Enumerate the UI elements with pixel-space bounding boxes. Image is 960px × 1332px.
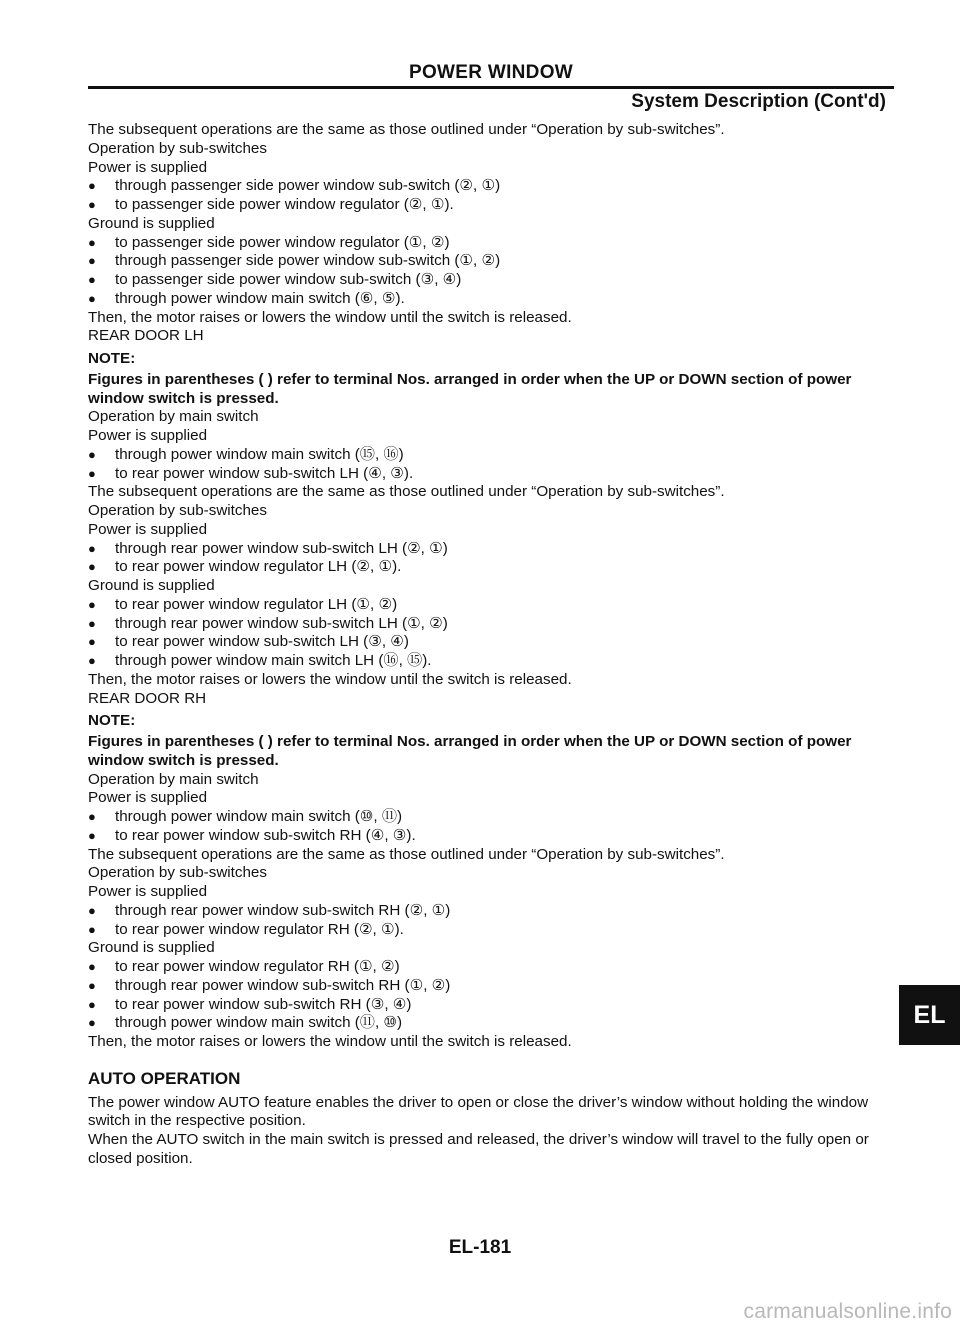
bullet-item bbox=[88, 977, 898, 996]
text-line: Power is supplied bbox=[88, 427, 208, 444]
bullet-text: to rear power window sub-switch RH (③, ④) bbox=[115, 995, 412, 1013]
bullet-item bbox=[88, 596, 898, 615]
text-line: REAR DOOR RH bbox=[88, 689, 207, 707]
bullet-icon: ● bbox=[88, 540, 96, 556]
bullet-icon: ● bbox=[88, 596, 96, 612]
section-tab-el: EL bbox=[899, 985, 960, 1045]
bullet-icon: ● bbox=[88, 977, 96, 993]
bullet-text: to rear power window sub-switch RH (④, ③). bbox=[115, 826, 416, 844]
bullet-icon: ● bbox=[88, 465, 96, 481]
bullet-item bbox=[88, 902, 898, 921]
page-header bbox=[88, 62, 894, 113]
bullet-icon: ● bbox=[88, 234, 96, 250]
bullet-icon: ● bbox=[88, 827, 96, 843]
bullet-item bbox=[88, 958, 898, 977]
bullet-item bbox=[88, 446, 898, 465]
bullet-icon: ● bbox=[88, 253, 96, 269]
bullet-text: through power window main switch (⑮, ⑯) bbox=[115, 445, 404, 463]
bullet-text: through rear power window sub-switch LH (②, ①) bbox=[115, 539, 448, 557]
bullet-item bbox=[88, 234, 898, 253]
bullet-text: through power window main switch (⑥, ⑤). bbox=[115, 289, 405, 307]
bullet-item bbox=[88, 808, 898, 827]
text-line: Then, the motor raises or lowers the window until the switch is released. bbox=[88, 308, 572, 326]
bullet-item bbox=[88, 615, 898, 634]
bullet-item bbox=[88, 465, 898, 484]
text-line: Operation by sub-switches bbox=[88, 502, 267, 519]
text-line: The subsequent operations are the same as those outlined under “Operation by sub-switches”. bbox=[88, 121, 725, 138]
bullet-item bbox=[88, 196, 898, 215]
note-heading: NOTE: bbox=[88, 712, 136, 730]
bullet-text: through rear power window sub-switch RH (②, ①) bbox=[115, 901, 451, 919]
bullet-item bbox=[88, 633, 898, 652]
text-line: Ground is supplied bbox=[88, 577, 215, 594]
page-subtitle: System Description (Cont'd) bbox=[631, 91, 886, 112]
note-heading: NOTE: bbox=[88, 350, 136, 367]
bullet-item bbox=[88, 271, 898, 290]
bullet-item bbox=[88, 1014, 898, 1033]
text-line: Then, the motor raises or lowers the window until the switch is released. bbox=[88, 670, 572, 688]
bullet-icon: ● bbox=[88, 653, 96, 668]
header-rule bbox=[88, 86, 894, 89]
bullet-item bbox=[88, 921, 898, 940]
text-line: Operation by main switch bbox=[88, 770, 259, 788]
bullet-icon: ● bbox=[88, 634, 96, 650]
text-line: Operation by main switch bbox=[88, 408, 259, 426]
text-line: Ground is supplied bbox=[88, 214, 215, 232]
bullet-text: through power window main switch LH (⑯, ⑮). bbox=[115, 652, 432, 669]
page-number: EL-181 bbox=[448, 1237, 512, 1258]
text-line: Power is supplied bbox=[88, 789, 208, 807]
text-line: Then, the motor raises or lowers the window until the switch is released. bbox=[88, 1033, 572, 1050]
bullet-icon: ● bbox=[88, 959, 96, 974]
bullet-text: through power window main switch (⑪, ⑩) bbox=[115, 1014, 403, 1032]
text-line: Power is supplied bbox=[88, 158, 208, 176]
bullet-text: to passenger side power window sub-switch (③, ④) bbox=[115, 271, 462, 288]
bullet-item bbox=[88, 252, 898, 271]
text-line: The subsequent operations are the same as those outlined under “Operation by sub-switches”. bbox=[88, 483, 725, 501]
document-body bbox=[88, 121, 898, 1169]
auto-operation-paragraph-2: When the AUTO switch in the main switch is pressed and released, the driver’s window will travel to the fully open or closed position. bbox=[88, 1131, 869, 1167]
bullet-text: to rear power window regulator LH (①, ②) bbox=[115, 595, 398, 613]
bullet-icon: ● bbox=[88, 290, 96, 306]
bullet-item bbox=[88, 652, 898, 671]
bullet-icon: ● bbox=[88, 559, 96, 575]
bullet-text: through passenger side power window sub-switch (①, ②) bbox=[115, 252, 501, 270]
bullet-icon: ● bbox=[88, 902, 96, 918]
bullet-text: to passenger side power window regulator (①, ②) bbox=[115, 233, 450, 251]
bullet-text: to passenger side power window regulator (②, ①). bbox=[115, 196, 454, 213]
text-line: The subsequent operations are the same as those outlined under “Operation by sub-switches”. bbox=[88, 845, 725, 863]
bullet-text: to rear power window regulator LH (②, ①). bbox=[115, 558, 402, 576]
text-line: Operation by sub-switches bbox=[88, 864, 267, 882]
bullet-text: through rear power window sub-switch LH (①, ②) bbox=[115, 614, 448, 632]
bullet-icon: ● bbox=[88, 996, 96, 1012]
bullet-icon: ● bbox=[88, 921, 96, 937]
section-title: POWER WINDOW bbox=[408, 62, 574, 83]
text-line: Operation by sub-switches bbox=[88, 139, 267, 157]
text-line: Power is supplied bbox=[88, 883, 208, 900]
watermark: carmanualsonline.info bbox=[743, 1300, 952, 1323]
bullet-item bbox=[88, 996, 898, 1015]
note-text: Figures in parentheses ( ) refer to terminal Nos. arranged in order when the UP or DOWN section of power window switch is pressed. bbox=[88, 733, 852, 769]
bullet-icon: ● bbox=[88, 446, 96, 462]
bullet-item bbox=[88, 558, 898, 577]
bullet-icon: ● bbox=[88, 178, 96, 194]
description-lines bbox=[88, 121, 898, 1052]
text-line: REAR DOOR LH bbox=[88, 327, 204, 345]
bullet-item bbox=[88, 290, 898, 309]
bullet-item bbox=[88, 827, 898, 846]
bullet-item bbox=[88, 177, 898, 196]
bullet-icon: ● bbox=[88, 615, 96, 631]
text-line: Ground is supplied bbox=[88, 939, 215, 957]
note-text: Figures in parentheses ( ) refer to terminal Nos. arranged in order when the UP or DOWN section of power window switch is pressed. bbox=[88, 370, 852, 407]
bullet-icon: ● bbox=[88, 197, 96, 212]
bullet-text: to rear power window sub-switch LH (③, ④) bbox=[115, 633, 409, 651]
bullet-text: through rear power window sub-switch RH (①, ②) bbox=[115, 976, 451, 994]
bullet-icon: ● bbox=[88, 272, 96, 287]
text-line: Power is supplied bbox=[88, 520, 208, 538]
auto-operation-heading: AUTO OPERATION bbox=[88, 1068, 241, 1088]
bullet-icon: ● bbox=[88, 1015, 96, 1031]
bullet-text: through power window main switch (⑩, ⑪) bbox=[115, 808, 403, 825]
bullet-text: to rear power window sub-switch LH (④, ③). bbox=[115, 464, 414, 482]
bullet-text: to rear power window regulator RH (①, ②) bbox=[115, 958, 400, 975]
bullet-icon: ● bbox=[88, 809, 96, 824]
bullet-item bbox=[88, 540, 898, 559]
bullet-text: through passenger side power window sub-switch (②, ①) bbox=[115, 177, 501, 195]
bullet-text: to rear power window regulator RH (②, ①). bbox=[115, 920, 404, 938]
auto-operation-paragraph-1: The power window AUTO feature enables the driver to open or close the driver’s window without holding the window switch in the respective position. bbox=[88, 1093, 869, 1130]
